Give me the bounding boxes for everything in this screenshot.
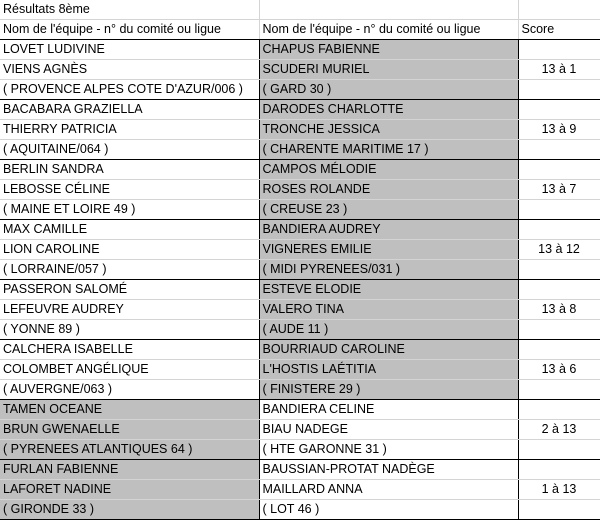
table-row	[0, 340, 600, 360]
team2-cell[interactable]: ( HTE GARONNE 31 )	[259, 440, 518, 460]
team1-cell[interactable]: COLOMBET ANGÉLIQUE	[0, 360, 259, 380]
team2-cell[interactable]: BANDIERA AUDREY	[259, 220, 518, 240]
team2-cell[interactable]: ( CHARENTE MARITIME 17 )	[259, 140, 518, 160]
team1-cell[interactable]: BRUN GWENAELLE	[0, 420, 259, 440]
team1-cell[interactable]: ( LORRAINE/057 )	[0, 260, 259, 280]
team1-header[interactable]: Nom de l'équipe - n° du comité ou ligue	[0, 20, 259, 40]
team2-cell[interactable]: BOURRIAUD CAROLINE	[259, 340, 518, 360]
table-row	[0, 180, 600, 200]
score-empty-cell[interactable]	[518, 460, 600, 480]
team2-cell[interactable]: ROSES ROLANDE	[259, 180, 518, 200]
table-row	[0, 240, 600, 260]
team1-cell[interactable]: CALCHERA ISABELLE	[0, 340, 259, 360]
team1-cell[interactable]: ( MAINE ET LOIRE 49 )	[0, 200, 259, 220]
score-cell[interactable]: 13 à 8	[518, 300, 600, 320]
team1-cell[interactable]: BACABARA GRAZIELLA	[0, 100, 259, 120]
score-empty-cell[interactable]	[518, 400, 600, 420]
score-empty-cell[interactable]	[518, 500, 600, 520]
score-cell[interactable]: 13 à 12	[518, 240, 600, 260]
score-cell[interactable]: 13 à 1	[518, 60, 600, 80]
table-row	[0, 100, 600, 120]
team1-cell[interactable]: VIENS AGNÈS	[0, 60, 259, 80]
table-row	[0, 220, 600, 240]
score-empty-cell[interactable]	[518, 280, 600, 300]
team2-cell[interactable]: MAILLARD ANNA	[259, 480, 518, 500]
score-empty-cell[interactable]	[518, 440, 600, 460]
table-row	[0, 460, 600, 480]
team2-cell[interactable]: BAUSSIAN-PROTAT NADÈGE	[259, 460, 518, 480]
title-row	[0, 0, 600, 20]
team1-cell[interactable]: ( PROVENCE ALPES COTE D'AZUR/006 )	[0, 80, 259, 100]
sheet-title[interactable]: Résultats 8ème	[0, 0, 259, 20]
score-empty-cell[interactable]	[518, 80, 600, 100]
team2-cell[interactable]: DARODES CHARLOTTE	[259, 100, 518, 120]
header-row	[0, 20, 600, 40]
score-empty-cell[interactable]	[518, 380, 600, 400]
score-empty-cell[interactable]	[518, 320, 600, 340]
table-row	[0, 280, 600, 300]
team2-cell[interactable]: ( AUDE 11 )	[259, 320, 518, 340]
score-empty-cell[interactable]	[518, 100, 600, 120]
team2-cell[interactable]: ( FINISTERE 29 )	[259, 380, 518, 400]
team1-cell[interactable]: LOVET LUDIVINE	[0, 40, 259, 60]
team2-cell[interactable]: ( GARD 30 )	[259, 80, 518, 100]
table-row	[0, 320, 600, 340]
score-empty-cell[interactable]	[518, 40, 600, 60]
table-row	[0, 420, 600, 440]
score-empty-cell[interactable]	[518, 220, 600, 240]
team1-cell[interactable]: LAFORET NADINE	[0, 480, 259, 500]
team1-cell[interactable]: ( AQUITAINE/064 )	[0, 140, 259, 160]
table-row	[0, 300, 600, 320]
team2-header[interactable]: Nom de l'équipe - n° du comité ou ligue	[259, 20, 518, 40]
team1-cell[interactable]: THIERRY PATRICIA	[0, 120, 259, 140]
table-row	[0, 480, 600, 500]
team2-cell[interactable]: ( MIDI PYRENEES/031 )	[259, 260, 518, 280]
team2-cell[interactable]: BANDIERA CELINE	[259, 400, 518, 420]
team1-cell[interactable]: ( PYRENEES ATLANTIQUES 64 )	[0, 440, 259, 460]
team2-cell[interactable]: CAMPOS MÉLODIE	[259, 160, 518, 180]
team2-cell[interactable]: TRONCHE JESSICA	[259, 120, 518, 140]
score-empty-cell[interactable]	[518, 140, 600, 160]
score-header[interactable]: Score	[518, 20, 600, 40]
team2-cell[interactable]: BIAU NADEGE	[259, 420, 518, 440]
team1-cell[interactable]: LEBOSSE CÉLINE	[0, 180, 259, 200]
score-empty-cell[interactable]	[518, 260, 600, 280]
table-row	[0, 260, 600, 280]
score-cell[interactable]: 13 à 7	[518, 180, 600, 200]
table-row	[0, 160, 600, 180]
table-row	[0, 500, 600, 520]
team2-cell[interactable]: ESTEVE ELODIE	[259, 280, 518, 300]
team1-cell[interactable]: LEFEUVRE AUDREY	[0, 300, 259, 320]
team1-cell[interactable]: ( YONNE 89 )	[0, 320, 259, 340]
team2-cell[interactable]: CHAPUS FABIENNE	[259, 40, 518, 60]
team2-cell[interactable]: VIGNERES EMILIE	[259, 240, 518, 260]
score-empty-cell[interactable]	[518, 160, 600, 180]
team1-cell[interactable]: PASSERON SALOMÉ	[0, 280, 259, 300]
table-row	[0, 140, 600, 160]
team1-cell[interactable]: ( AUVERGNE/063 )	[0, 380, 259, 400]
score-cell[interactable]: 1 à 13	[518, 480, 600, 500]
table-row	[0, 120, 600, 140]
team1-cell[interactable]: BERLIN SANDRA	[0, 160, 259, 180]
team1-cell[interactable]: ( GIRONDE 33 )	[0, 500, 259, 520]
title-empty-cell[interactable]	[259, 0, 518, 20]
table-row	[0, 360, 600, 380]
team1-cell[interactable]: MAX CAMILLE	[0, 220, 259, 240]
table-row	[0, 440, 600, 460]
score-empty-cell[interactable]	[518, 340, 600, 360]
table-row	[0, 380, 600, 400]
team2-cell[interactable]: ( CREUSE 23 )	[259, 200, 518, 220]
score-empty-cell[interactable]	[518, 200, 600, 220]
table-row	[0, 60, 600, 80]
score-cell[interactable]: 13 à 9	[518, 120, 600, 140]
team2-cell[interactable]: SCUDERI MURIEL	[259, 60, 518, 80]
team2-cell[interactable]: VALERO TINA	[259, 300, 518, 320]
team2-cell[interactable]: L'HOSTIS LAÉTITIA	[259, 360, 518, 380]
table-row	[0, 200, 600, 220]
team1-cell[interactable]: FURLAN FABIENNE	[0, 460, 259, 480]
score-cell[interactable]: 13 à 6	[518, 360, 600, 380]
title-empty-cell[interactable]	[518, 0, 600, 20]
team1-cell[interactable]: TAMEN OCEANE	[0, 400, 259, 420]
team1-cell[interactable]: LION CAROLINE	[0, 240, 259, 260]
team2-cell[interactable]: ( LOT 46 )	[259, 500, 518, 520]
table-row	[0, 80, 600, 100]
table-row	[0, 40, 600, 60]
score-cell[interactable]: 2 à 13	[518, 420, 600, 440]
table-row	[0, 400, 600, 420]
